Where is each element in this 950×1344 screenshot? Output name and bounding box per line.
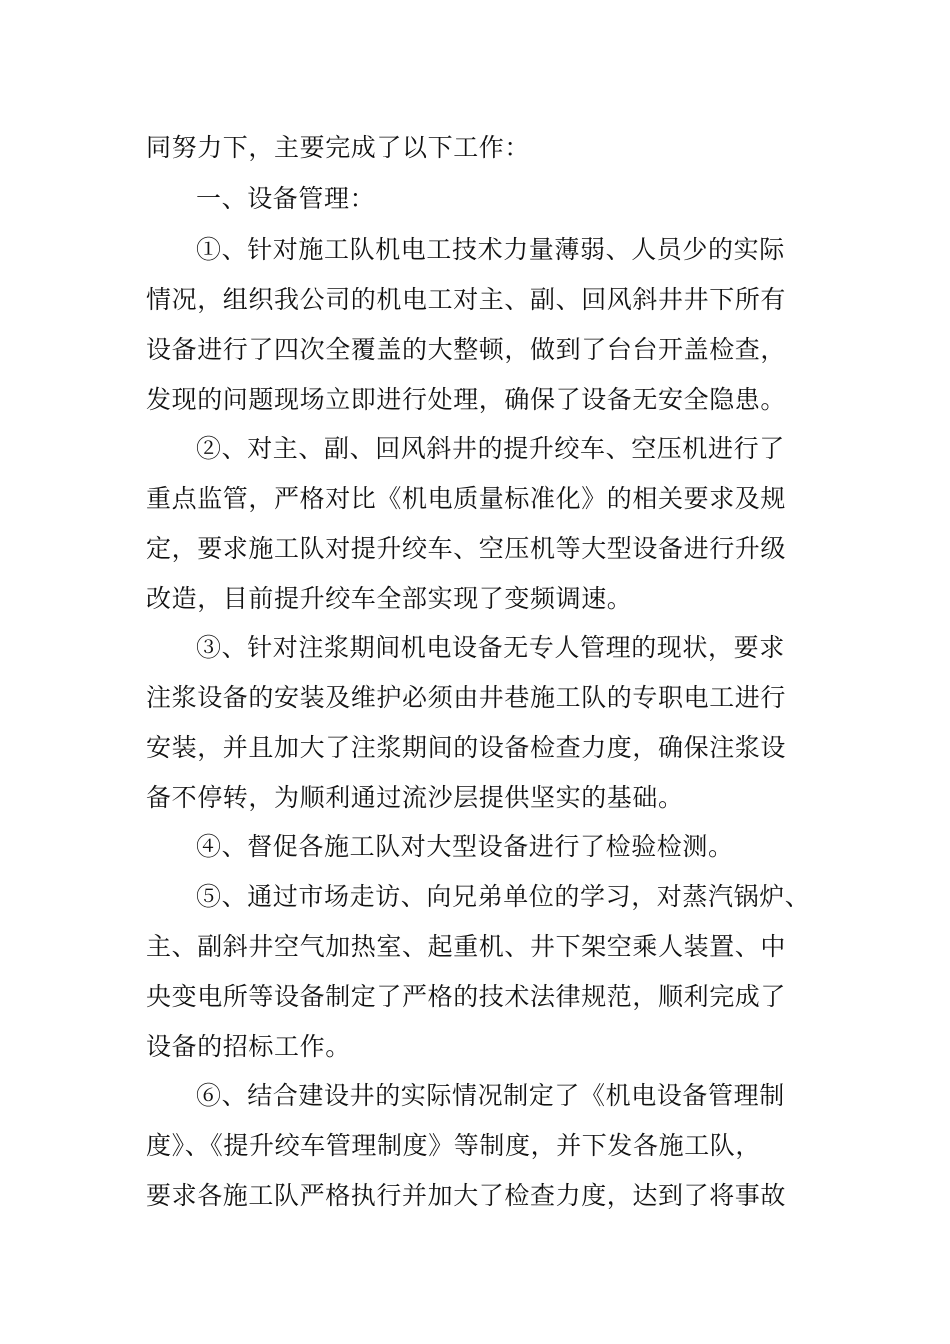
text-line: 央变电所等设备制定了严格的技术法律规范，顺利完成了 (146, 982, 787, 1011)
text-line: 安装，并且加大了注浆期间的设备检查力度，确保注浆设 (146, 733, 787, 762)
text-line: 定，要求施工队对提升绞车、空压机等大型设备进行升级 (146, 534, 787, 563)
text-line: 备不停转，为顺利通过流沙层提供坚实的基础。 (146, 783, 684, 812)
text-line: 度》、《提升绞车管理制度》等制度，并下发各施工队， (146, 1131, 762, 1160)
text-line: 主、副斜井空气加热室、起重机、井下架空乘人装置、中 (146, 932, 787, 961)
text-line: 情况，组织我公司的机电工对主、副、回风斜井井下所有 (146, 285, 787, 314)
text-line: 改造，目前提升绞车全部实现了变频调速。 (146, 584, 633, 613)
text-line: 设备进行了四次全覆盖的大整顿，做到了台台开盖检查， (146, 335, 787, 364)
section-heading: 一、设备管理： (196, 184, 376, 213)
text-line: ⑤、通过市场走访、向兄弟单位的学习，对蒸汽锅炉、 (196, 882, 811, 911)
text-line: ⑥、结合建设井的实际情况制定了《机电设备管理制 (196, 1081, 785, 1110)
text-line: ①、针对施工队机电工技术力量薄弱、人员少的实际 (196, 235, 785, 264)
text-line: ②、对主、副、回风斜井的提升绞车、空压机进行了 (196, 434, 785, 463)
text-line: 重点监管，严格对比《机电质量标准化》的相关要求及规 (146, 484, 787, 513)
text-line: ④、督促各施工队对大型设备进行了检验检测。 (196, 832, 734, 861)
text-line: 注浆设备的安装及维护必须由井巷施工队的专职电工进行 (146, 683, 787, 712)
text-line: 设备的招标工作。 (146, 1032, 351, 1061)
text-line: 发现的问题现场立即进行处理，确保了设备无安全隐患。 (146, 385, 787, 414)
text-line: ③、针对注浆期间机电设备无专人管理的现状，要求 (196, 633, 785, 662)
text-line: 同努力下，主要完成了以下工作： (146, 133, 531, 162)
text-line: 要求各施工队严格执行并加大了检查力度，达到了将事故 (146, 1181, 787, 1210)
